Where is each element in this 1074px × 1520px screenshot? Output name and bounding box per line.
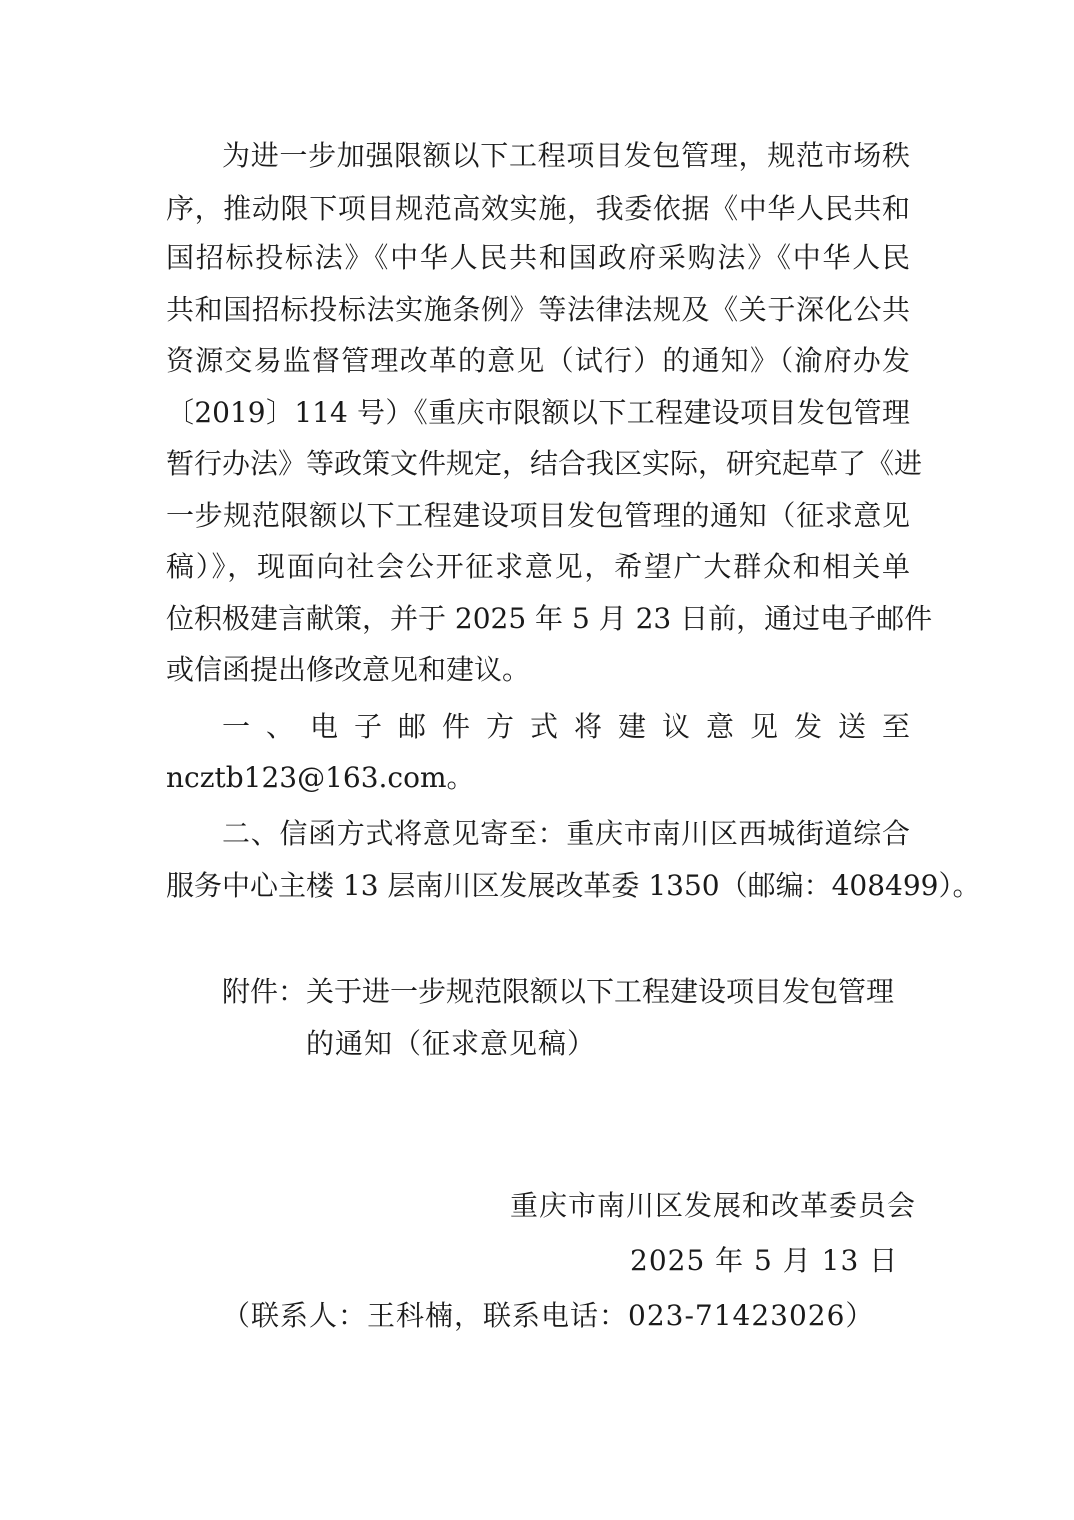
- paragraph-line: 或信函提出修改意见和建议。: [166, 653, 531, 686]
- paragraph-line: 国招标投标法》《中华人民共和国政府采购法》《中华人民: [166, 241, 910, 274]
- signature-organization: 重庆市南川区发展和改革委员会: [510, 1189, 917, 1222]
- paragraph-line: 一步规范限额以下工程建设项目发包管理的通知（征求意见: [166, 499, 910, 532]
- paragraph-line: 稿）》，现面向社会公开征求意见，希望广大群众和相关单: [166, 550, 910, 583]
- attachment-label: 附件：关于进一步规范限额以下工程建设项目发包管理: [222, 975, 895, 1008]
- paragraph-line: 暂行办法》等政策文件规定，结合我区实际，研究起草了《进: [166, 447, 923, 480]
- paragraph-line: 为进一步加强限额以下工程项目发包管理，规范市场秩: [222, 139, 910, 172]
- paragraph-line: 序，推动限下项目规范高效实施，我委依据《中华人民共和: [166, 192, 910, 225]
- signature-date: 2025 年 5 月 13 日: [630, 1244, 899, 1277]
- email-item-line: 一、电子邮件方式将建议意见发送至: [222, 710, 910, 743]
- attachment-continuation: 的通知（征求意见稿）: [306, 1027, 597, 1060]
- paragraph-line: 资源交易监督管理改革的意见（试行）的通知》（渝府办发: [166, 344, 910, 377]
- contact-info: （联系人：王科楠，联系电话：023-71423026）: [222, 1299, 875, 1332]
- paragraph-line: 位积极建言献策，并于 2025 年 5 月 23 日前，通过电子邮件: [166, 602, 933, 635]
- mail-item-line: 服务中心主楼 13 层南川区发展改革委 1350（邮编：408499）。: [166, 869, 981, 902]
- email-address: ncztb123@163.com。: [166, 761, 475, 794]
- paragraph-line: 〔2019〕114 号）《重庆市限额以下工程建设项目发包管理: [166, 396, 910, 429]
- mail-item-line: 二、信函方式将意见寄至：重庆市南川区西城街道综合: [222, 817, 910, 850]
- paragraph-line: 共和国招标投标法实施条例》等法律法规及《关于深化公共: [166, 293, 910, 326]
